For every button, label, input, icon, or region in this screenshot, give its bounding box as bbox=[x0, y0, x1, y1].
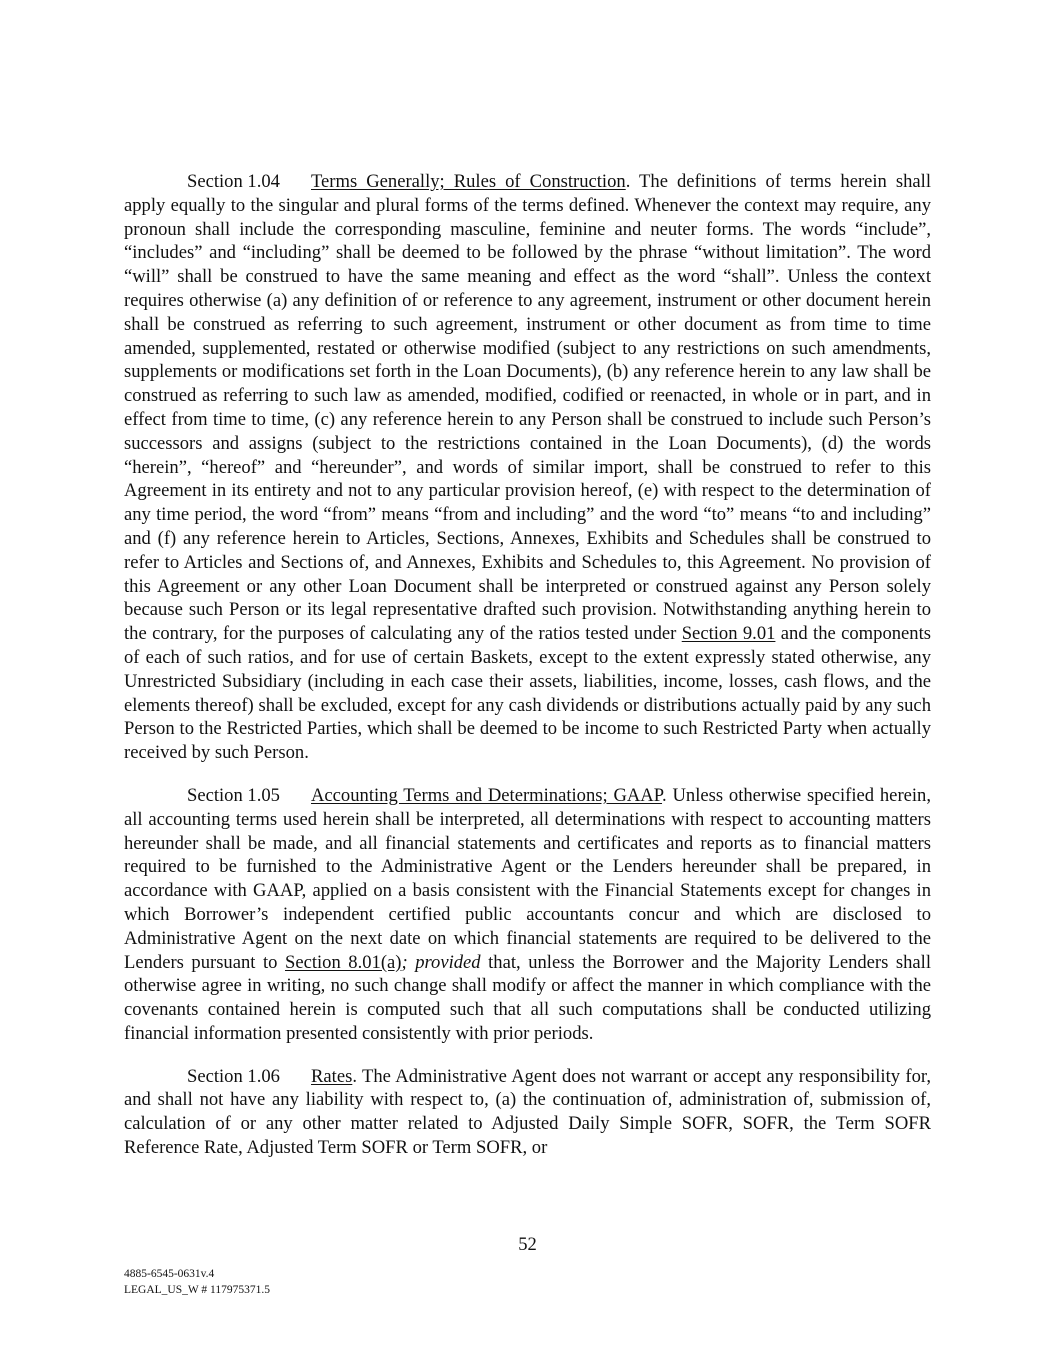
section-number: Section 1.04 bbox=[187, 171, 280, 192]
provided-term: provided bbox=[415, 951, 481, 973]
section-number: Section 1.05 bbox=[187, 784, 280, 806]
document-page bbox=[124, 170, 931, 1179]
section-title: Accounting Terms and Determinations; GAAP bbox=[311, 784, 663, 806]
section-1-05 bbox=[124, 784, 931, 1046]
section-1-06 bbox=[124, 1065, 931, 1160]
section-number: Section 1.06 bbox=[187, 1065, 280, 1087]
section-body: that, unless the Borrower and the Majority Lenders shall otherwise agree in writing, no such change shall modify or affect the manner in which compliance with the covenants contained herein is computed such that all such computations shall be conducted utilizing financial information presented consistently with prior periods. bbox=[124, 951, 931, 1044]
document-footer bbox=[124, 1266, 270, 1298]
cross-reference: Section 9.01 bbox=[681, 623, 776, 645]
section-title: Rates bbox=[311, 1065, 353, 1087]
legal-id: LEGAL_US_W # 117975371.5 bbox=[124, 1284, 270, 1296]
semicolon: ; bbox=[401, 951, 408, 973]
section-1-04 bbox=[124, 170, 931, 765]
doc-id: 4885-6545-0631v.4 bbox=[124, 1268, 215, 1280]
section-body: . The definitions of terms herein shall apply equally to the singular and plural forms of the terms defined. Whenever the context may require, any pronoun shall include the corresponding masculine, feminine and neuter forms. The words “include”, “includes” and “including” shall be deemed to be followed by the phrase “without limitation”. The word “will” shall be construed to have the same meaning and effect as the word “shall”. Unless the context requires otherwise (a) any definition of or reference to any agreement, instrument or other document herein shall be construed as referring to such agreement, instrument or other document as from time to time amended, supplemented, restated or otherwise modified (subject to any restrictions on such amendments, supplements or modifications set forth in the Loan Documents), (b) any reference herein to any law shall be construed as referring to such law as amended, modified, codified or reenacted, in whole or in part, and in effect from time to time, (c) any reference herein to any Person shall be construed to include such Person’s successors and assigns (subject to the restrictions contained in the Loan Documents), (d) the words “herein”, “hereof” and “hereunder”, and words of similar import, shall be construed to refer to this Agreement in its entirety and not to any particular provision hereof, (e) with respect to the determination of any time period, the word “from” means “from and including” and the word “to” means “to and including” and (f) any reference herein to Articles, Sections, Annexes, Exhibits and Schedules shall be construed to refer to Articles and Sections of, and Annexes, Exhibits and Schedules to, this Agreement. No provision of this Agreement or any other Loan Document shall be interpreted or construed against any Person solely because such Person or its legal representative drafted such provision. Notwithstanding anything herein to the contrary, for the purposes of calculating any of the ratios tested under bbox=[124, 171, 931, 645]
section-title: Terms Generally; Rules of Construction bbox=[311, 171, 626, 192]
section-body: and the components of each of such ratios, and for use of certain Baskets, except to the extent expressly stated otherwise, any Unrestricted Subsidiary (including in each case their assets, liabilities, income, losses, cash flows, and the elements thereof) shall be excluded, except for any cash dividends or distributions actually paid by any such Person to the Restricted Parties, which shall be deemed to be income to such Restricted Party when actually received by such Person. bbox=[124, 623, 931, 764]
section-body: . The Administrative Agent does not warrant or accept any responsibility for, and shall not have any liability with respect to, (a) the continuation of, administration of, submission of, calculation of or any other matter related to Adjusted Daily Simple SOFR, SOFR, the Term SOFR Reference Rate, Adjusted Term SOFR or Term SOFR, or bbox=[124, 1065, 931, 1159]
section-body: . Unless otherwise specified herein, all accounting terms used herein shall be interpreted, all determinations with respect to accounting matters hereunder shall be made, and all financial statements and certificates and reports as to financial matters required to be furnished to the Administrative Agent or the Lenders hereunder shall be prepared, in accordance with GAAP, applied on a basis consistent with the Financial Statements except for changes in which Borrower’s independent certified public accountants concur and which are disclosed to Administrative Agent on the next date on which financial statements are required to be delivered to the Lenders pursuant to bbox=[124, 784, 931, 973]
page-number: 52 bbox=[518, 1234, 537, 1255]
cross-reference: Section 8.01(a) bbox=[284, 951, 402, 973]
